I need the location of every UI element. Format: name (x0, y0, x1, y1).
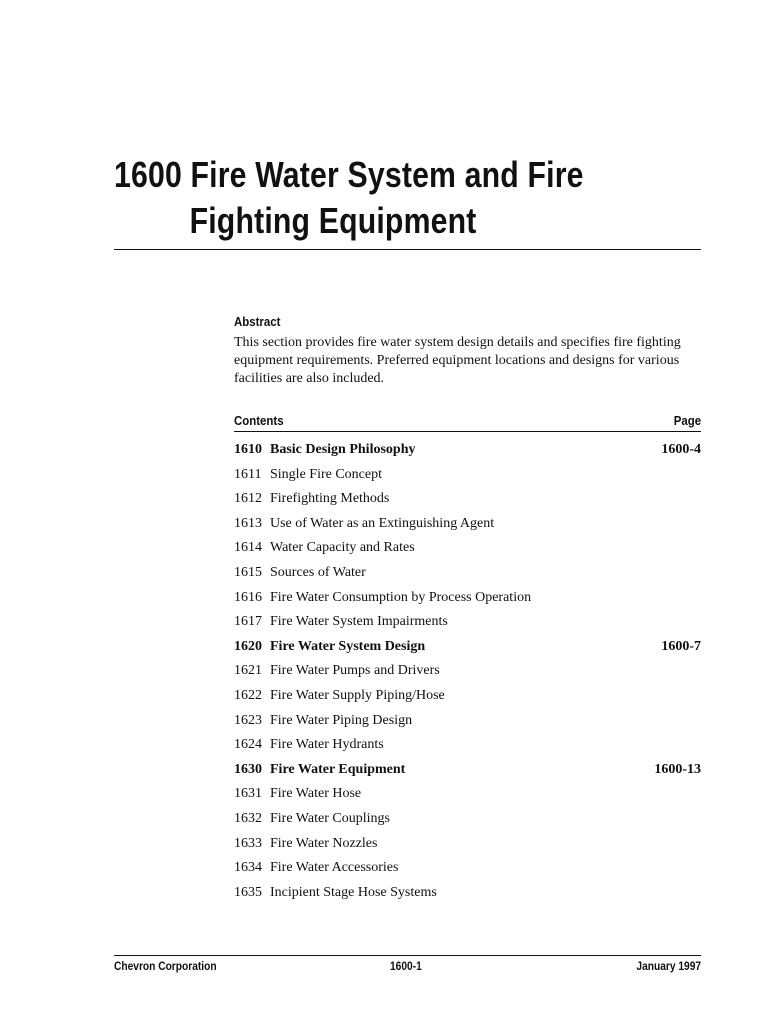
toc-title: Fire Water Consumption by Process Operation (270, 589, 532, 605)
toc-number: 1624 (234, 737, 262, 753)
toc-title: Incipient Stage Hose Systems (270, 884, 437, 900)
toc-subsection-row (234, 465, 701, 490)
toc-subsection-row (234, 612, 701, 637)
toc-number: 1630 (234, 761, 262, 777)
toc-subsection-row (234, 711, 701, 736)
title-divider (114, 249, 701, 250)
title-line-2: Fighting Equipment (189, 200, 477, 241)
toc-number: 1621 (234, 663, 262, 679)
toc-subsection-row (234, 784, 701, 809)
toc-title: Fire Water Equipment (270, 761, 406, 777)
toc-subsection-row (234, 489, 701, 514)
toc-subsection-row (234, 661, 701, 686)
toc-number: 1615 (234, 564, 262, 580)
toc-subsection-row (234, 735, 701, 760)
toc-title: Single Fire Concept (270, 466, 382, 482)
toc-number: 1633 (234, 835, 262, 851)
toc-title: Firefighting Methods (270, 491, 390, 507)
toc-number: 1634 (234, 860, 262, 876)
toc-subsection-row (234, 858, 701, 883)
toc-page-number: 1600-4 (661, 442, 701, 457)
toc-number: 1635 (234, 884, 262, 900)
toc-title: Basic Design Philosophy (270, 442, 416, 457)
table-of-contents (234, 440, 701, 907)
toc-subsection-row (234, 588, 701, 613)
toc-page-number: 1600-7 (661, 638, 701, 654)
toc-number: 1617 (234, 614, 262, 630)
toc-number: 1616 (234, 589, 262, 605)
toc-title: Fire Water Hose (270, 786, 362, 802)
toc-section-row (234, 440, 701, 465)
toc-number: 1611 (234, 466, 262, 482)
footer-divider (114, 955, 701, 956)
toc-title: Fire Water Pumps and Drivers (270, 663, 440, 679)
toc-number: 1613 (234, 515, 262, 531)
toc-number: 1614 (234, 540, 262, 556)
toc-subsection-row (234, 514, 701, 539)
toc-subsection-row (234, 834, 701, 859)
toc-title: Fire Water Hydrants (270, 737, 384, 753)
toc-page-number: 1600-13 (654, 761, 701, 777)
toc-title: Use of Water as an Extinguishing Agent (270, 515, 495, 531)
toc-number: 1620 (234, 638, 262, 654)
toc-number: 1632 (234, 810, 262, 826)
toc-subsection-row (234, 538, 701, 563)
toc-title: Fire Water System Design (270, 638, 426, 654)
abstract-heading: Abstract (234, 314, 281, 329)
toc-subsection-row (234, 809, 701, 834)
toc-subsection-row (234, 563, 701, 588)
toc-title: Fire Water System Impairments (270, 614, 448, 630)
toc-number: 1631 (234, 786, 262, 802)
abstract-text: This section provides fire water system design details and specifies fire fighting equipment requirements. Preferred equipment locations and designs for various facilities are also included. (234, 335, 681, 386)
footer-date: January 1997 (636, 959, 701, 973)
toc-title: Fire Water Piping Design (270, 712, 413, 728)
footer-company: Chevron Corporation (114, 959, 217, 973)
toc-number: 1622 (234, 687, 262, 703)
toc-title: Water Capacity and Rates (270, 540, 415, 556)
toc-number: 1612 (234, 491, 262, 507)
toc-section-row (234, 637, 701, 662)
toc-subsection-row (234, 883, 701, 908)
toc-subsection-row (234, 686, 701, 711)
contents-heading: Contents (234, 413, 284, 428)
toc-section-row (234, 760, 701, 785)
page-title (114, 152, 608, 244)
page-footer (114, 959, 701, 975)
page-column-heading: Page (673, 413, 701, 428)
toc-title: Fire Water Nozzles (270, 835, 378, 851)
title-line-1: 1600 Fire Water System and Fire (114, 154, 584, 195)
toc-title: Fire Water Accessories (270, 860, 399, 876)
toc-title: Fire Water Couplings (270, 810, 390, 826)
toc-title: Fire Water Supply Piping/Hose (270, 687, 445, 703)
toc-number: 1623 (234, 712, 262, 728)
toc-title: Sources of Water (270, 564, 366, 580)
contents-header (234, 411, 701, 432)
toc-number: 1610 (234, 442, 262, 457)
footer-page-number: 1600-1 (390, 959, 422, 973)
